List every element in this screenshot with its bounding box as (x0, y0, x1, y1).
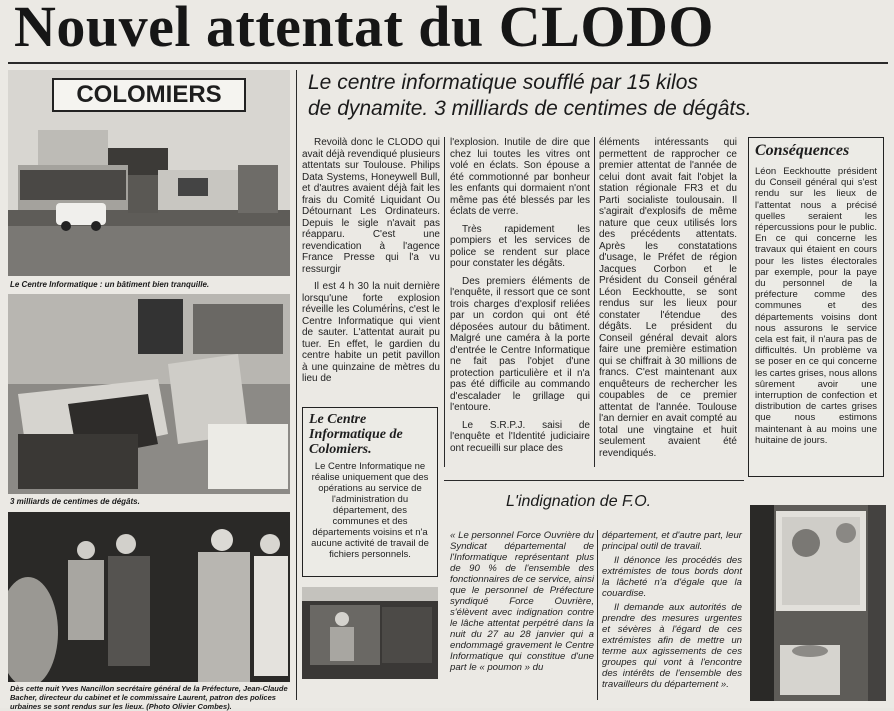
article-column-1 (302, 137, 440, 391)
photo-officials (8, 512, 290, 682)
fo-column-2 (602, 530, 742, 696)
column-rule (444, 137, 445, 467)
box-consequences-body: Léon Eeckhoutte président du Conseil général qui s'est rendu sur les lieux de l'attentat nous a précisé quelles seraient les répercussions pour le public. En ce qui concerne les travaux qui étaient en cours pour les listes électorales par exemple, pour la paye du personnel de la préfecture comme des communes et des départements voisins dont nous assurons le service cela est fait, il n'aura pas de difficultés. Un problème va se poser en ce qui concerne les cartes grises, nous allons sûrement avoir une interruption de confection et distribution de cartes grises que nous estimons maintenant à au moins une huitaine de jours. (755, 166, 877, 446)
fo-paragraph: Il dénonce les procédés des extrémistes de tous bords dont la lâcheté n'a d'égale que la couardise. (602, 555, 742, 599)
column-rule (597, 530, 598, 700)
photo-car (302, 587, 438, 679)
box-consequences (748, 137, 884, 477)
article-paragraph: Il est 4 h 30 la nuit dernière lorsqu'une forte explosion réveille les Columéri̇ns, c'est le Centre Informatique qui vient de sauter. L'attentat aurait pu tuer. En effet, le gardien du centre habite un petit pavillon à une quinzaine de mètres du lieu de (302, 281, 440, 384)
location-label: COLOMIERS (52, 78, 246, 112)
damage-image (8, 294, 290, 494)
officials-image (8, 512, 290, 682)
box-centre-body: Le Centre Informatique ne réalise uniquement que des opérations au service de l'administration du département, des communes et des départements voisins et n'a aucune activité de travail de fichiers personnels. (311, 461, 429, 560)
box-consequences-title: Conséquences (755, 142, 850, 159)
box-centre-title: Le Centre Informatique de Colomiers. (309, 412, 403, 457)
article-paragraph: Le S.R.P.J. saisi de l'enquête et l'Identité judiciaire ont recueilli sur place des (450, 419, 590, 454)
caption-photo3: Dès cette nuit Yves Nancillon secrétaire général de la Préfecture, Jean-Claude Bacher, directeur du cabinet et le commissaire Laurent, patron des polices urbaines se sont rendus sur les lieux. (Photo Olivier Combes). (10, 684, 288, 711)
photo-damage (8, 294, 290, 494)
fo-paragraph: département, et d'autre part, leur principal outil de travail. (602, 530, 742, 552)
photo-window-damage (750, 505, 886, 701)
article-paragraph: Très rapidement les pompiers et les services de police se rendent sur place pour constater les dégâts. (450, 223, 590, 269)
fo-section-title: L'indignation de F.O. (506, 493, 652, 510)
article-column-2 (450, 137, 590, 460)
window-damage-image (750, 505, 886, 701)
fo-paragraph: Il demande aux autorités de prendre des mesures urgentes et sévères à l'égard de ces extrémistes afin de mettre un terme aux agissements de ces groupes qui vont à l'encontre des intérêts de l'ensemble des travailleurs du département ». (602, 602, 742, 690)
article-paragraph: éléments intéressants qui permettent de rapprocher ce premier attentat de l'année de celui dont avait fait l'objet la station régionale FR3 et du Parti socialiste toulousain. Il s'agirait d'explosifs de même nature que ceux utilisés lors des précédents attentats. Après les constatations d'usage, le Préfet de région Jacques Corbon et le Président du Conseil général Léon Eeckhoutte, se sont rendus sur les lieux pour constater l'étendue des dégâts. Le président du Conseil général devait alors faire une première estimation qui se chiffrait à 30 millions de francs. C'est maintenant aux enquêteurs de rechercher les coupables de ce premier attentat de l'année. Toulouse l'an dernier en avait compté au total une vingtaine et huit seulement avaient été revendiqués. (599, 137, 737, 459)
article-paragraph: Revoilà donc le CLODO qui avait déjà revendiqué plusieurs attentats sur Toulouse. Philips Data Systems, Honeywell Bull, et d'autres avaient déjà fait les frais du Comité Liquidant Ou Détournant Les Ordinateurs. Depuis le sigle n'avait pas réapparu. C'est une revendication à l'agence France Presse qui l'a vu ressurgir (302, 137, 440, 275)
subheadline-line2: de dynamite. 3 milliards de centimes de dégâts. (308, 97, 752, 120)
box-centre-informatique (302, 407, 438, 577)
fo-column-1: « Le personnel Force Ouvrière du Syndicat départemental de l'Informatique représentant plus de 90 % de l'ensemble des fonctionnaires de ce service, ainsi que le personnel de Préfecture syndiqué Force Ouvrière, s'élèvent avec indignation contre le lâche attentat perpétré dans la nuit du 27 au 28 janvier qui a endommagé gravement le Centre Informatique qui constitue d'une part le « poumon » du (450, 530, 594, 673)
subheadline-line1: Le centre informatique soufflé par 15 kilos (308, 71, 698, 94)
column-rule (594, 137, 595, 467)
article-paragraph: Des premiers éléments de l'enquête, il ressort que ce sont trois charges d'explosif reliées par un cordon qui ont été déposées autour du bâtiment. Malgré une caméra à la porte d'entrée le Centre Informatique ne fait pas l'objet d'une protection particulière et il n'a pas été difficile au commando d'escalader le grillage qui l'entoure. (450, 275, 590, 413)
caption-photo2: 3 milliards de centimes de dégâts. (10, 497, 140, 506)
headline-rule (8, 62, 888, 64)
fo-section-rule (444, 480, 744, 481)
caption-photo1: Le Centre Informatique : un bâtiment bien tranquille. (10, 280, 210, 289)
article-paragraph: l'explosion. Inutile de dire que chez lui toutes les vitres ont volé en éclats. Son épouse a été commotionné par bonheur les enfants qui dormaient n'ont même pas été blessés par les éclats de verre. (450, 137, 590, 217)
headline: Nouvel attentat du CLODO (14, 0, 714, 59)
column-rule-left (296, 70, 297, 700)
car-image (302, 587, 438, 679)
article-column-3 (599, 137, 737, 465)
